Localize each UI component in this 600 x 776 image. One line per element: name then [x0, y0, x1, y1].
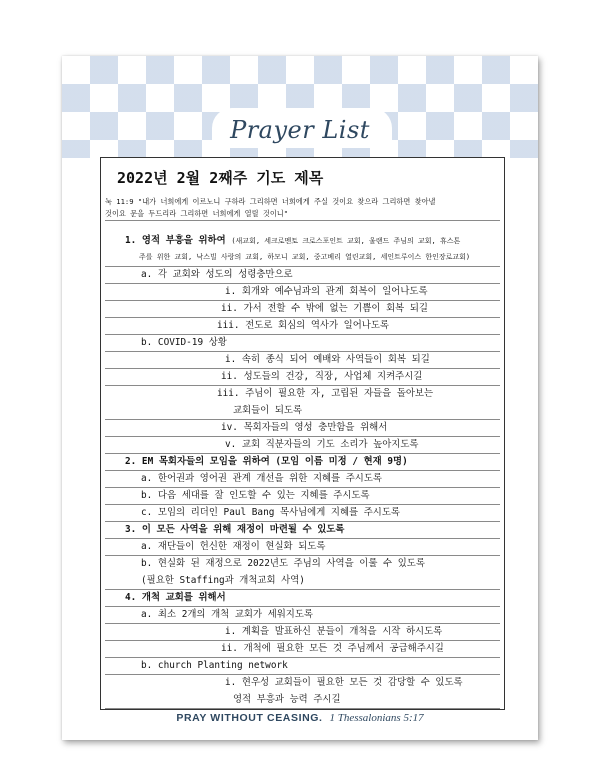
church-list: (새교회, 세크로멘토 크로스포인트 교회, 울랜드 주님의 교회, 휴스톤 — [231, 237, 461, 245]
verse-line: 눅 11:9 "내가 너희에게 이르노니 구하라 그리하면 너희에게 주실 것이요 찾으라 그리하면 찾아낼 — [105, 197, 436, 206]
list-item: iii. 주님이 필요한 자, 고립된 자들을 돌아보는 — [217, 388, 434, 399]
prayer-heading: 2022년 2월 2째주 기도 제목 — [117, 169, 324, 187]
list-item: i. 속히 종식 되어 예배와 사역들이 회복 되길 — [105, 351, 500, 369]
list-item: a. 재단들이 헌신한 재정이 현실화 되도록 — [105, 538, 500, 556]
list-item: iii. 전도로 회심의 역사가 일어나도록 — [105, 317, 500, 335]
list-item: c. 모임의 리더인 Paul Bang 목사님에게 지혜를 주시도록 — [105, 504, 500, 522]
list-item: 주를 위한 교회, 낙스빌 사랑의 교회, 하모니 교회, 중고베리 열린교회, 세인트루이스 한인장로교회) — [105, 249, 500, 267]
list-item: i. 회개와 예수님과의 관계 회복이 일어나도록 — [105, 283, 500, 301]
list-item: ii. 성도들의 건강, 직장, 사업체 지켜주시길 — [105, 368, 500, 386]
list-item: ii. 개척에 필요한 모든 것 주님께서 공급해주시길 — [105, 640, 500, 658]
prayer-content-box — [100, 157, 505, 710]
list-item: i. 계획을 발표하신 분들이 개척을 시작 하시도록 — [105, 623, 500, 641]
list-item: b. COVID-19 상황 — [105, 334, 500, 352]
section-title: 1. 영적 부흥을 위하여 — [125, 235, 226, 246]
footer — [62, 712, 538, 724]
list-item: a. 최소 2개의 개척 교회가 세워지도록 — [105, 606, 500, 624]
footer-reference: 1 Thessalonians 5:17 — [329, 712, 424, 724]
list-item: a. 각 교회와 성도의 성령충만으로 — [105, 266, 500, 284]
section-title: 3. 이 모든 사역을 위해 재정이 마련될 수 있도록 — [105, 521, 500, 539]
list-item: i. 현우성 교회들이 필요한 모든 것 감당할 수 있도록 — [225, 677, 463, 688]
list-item: 영적 부흥과 능력 주시길 — [105, 691, 500, 709]
section-title: 2. EM 목회자들의 모임을 위하여 (모임 이름 미정 / 현재 9명) — [105, 453, 500, 471]
list-item — [105, 232, 500, 249]
list-item: v. 교회 직분자들의 기도 소리가 높아지도록 — [105, 436, 500, 454]
list-item: a. 한어권과 영어권 관계 개선을 위한 지혜를 주시도록 — [105, 470, 500, 488]
verse-line: 것이요 문을 두드리라 그리하면 너희에게 열릴 것이니" — [105, 208, 500, 221]
footer-motto: PRAY WITHOUT CEASING. — [176, 712, 323, 724]
list-item: (필요한 Staffing과 개척교회 사역) — [105, 572, 500, 590]
list-item: b. 현실화 된 재정으로 2022년도 주님의 사역을 이룰 수 있도록 — [141, 558, 425, 569]
list-item: b. 다음 세대를 잘 인도할 수 있는 지혜를 주시도록 — [105, 487, 500, 505]
section-title: 4. 개척 교회를 위해서 — [105, 589, 500, 607]
list-item: iv. 목회자들의 영성 충만함을 위해서 — [105, 419, 500, 437]
list-item: b. church Planting network — [105, 657, 500, 675]
page-title: Prayer List — [230, 116, 370, 144]
prayer-list-card — [62, 56, 538, 740]
list-item: ii. 가서 전할 수 밖에 없는 기쁨이 회복 되길 — [105, 300, 500, 318]
list-item: 교회들이 되도록 — [105, 402, 500, 420]
